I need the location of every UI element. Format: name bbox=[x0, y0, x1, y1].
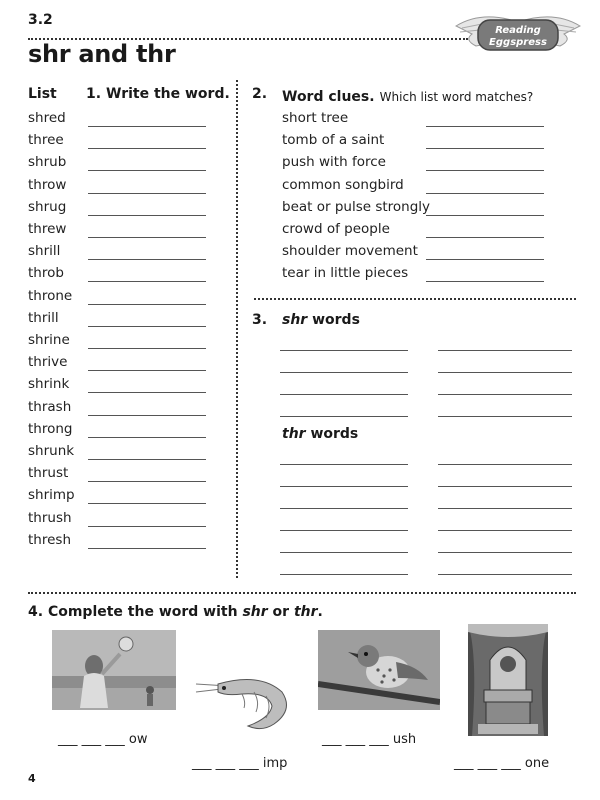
list-label: List bbox=[28, 86, 57, 102]
list-word: throw bbox=[28, 176, 67, 193]
word-ending: ush bbox=[392, 732, 417, 747]
page-title: shr and thr bbox=[28, 40, 176, 68]
write-word-line[interactable] bbox=[88, 326, 206, 327]
sort-word-line[interactable] bbox=[280, 416, 408, 417]
clue-answer-line[interactable] bbox=[426, 126, 544, 127]
sort-word-line[interactable] bbox=[438, 372, 572, 373]
write-word-line[interactable] bbox=[88, 126, 206, 127]
list-word: three bbox=[28, 132, 64, 149]
sort-word-line[interactable] bbox=[438, 530, 572, 531]
write-word-line[interactable] bbox=[88, 415, 206, 416]
logo-text-eggspress: Eggspress bbox=[489, 37, 547, 48]
list-word: throne bbox=[28, 287, 73, 304]
clue-text: tear in little pieces bbox=[282, 265, 409, 282]
shr-em: shr bbox=[282, 312, 308, 328]
sort-word-line[interactable] bbox=[438, 552, 572, 553]
write-word-line[interactable] bbox=[88, 437, 206, 438]
answer-blank-one[interactable] bbox=[454, 756, 549, 771]
write-word-line[interactable] bbox=[88, 304, 206, 305]
sort-word-line[interactable] bbox=[438, 574, 572, 575]
write-word-line[interactable] bbox=[88, 237, 206, 238]
list-word: thrive bbox=[28, 354, 68, 371]
thrush-bird-photo bbox=[318, 630, 440, 710]
list-word: thrush bbox=[28, 509, 72, 526]
write-word-line[interactable] bbox=[88, 503, 206, 504]
thr-em: thr bbox=[282, 426, 306, 442]
word-ending: one bbox=[524, 756, 550, 771]
sort-word-line[interactable] bbox=[280, 350, 408, 351]
write-word-line[interactable] bbox=[88, 215, 206, 216]
clue-text: short tree bbox=[282, 110, 349, 126]
write-word-line[interactable] bbox=[88, 370, 206, 371]
part2-number: 2. bbox=[252, 86, 268, 102]
part2-heading: Word clues. bbox=[282, 89, 375, 105]
column-divider bbox=[236, 80, 238, 578]
word-ending: imp bbox=[262, 756, 288, 771]
sort-word-line[interactable] bbox=[280, 508, 408, 509]
clue-answer-line[interactable] bbox=[426, 259, 544, 260]
list-word: shrimp bbox=[28, 487, 75, 504]
sort-word-line[interactable] bbox=[280, 530, 408, 531]
clue-text: push with force bbox=[282, 154, 386, 171]
write-word-line[interactable] bbox=[88, 259, 206, 260]
answer-blank-ow[interactable] bbox=[58, 732, 148, 747]
blanks: ___ ___ ___ bbox=[454, 756, 525, 771]
write-word-line[interactable] bbox=[88, 193, 206, 194]
page-number: 4 bbox=[28, 772, 36, 785]
part2-header bbox=[282, 86, 533, 105]
part4-end: . bbox=[317, 604, 323, 620]
clue-answer-line[interactable] bbox=[426, 148, 544, 149]
list-word: shrine bbox=[28, 332, 70, 348]
list-word: thrust bbox=[28, 465, 69, 482]
sort-word-line[interactable] bbox=[438, 394, 572, 395]
write-word-line[interactable] bbox=[88, 281, 206, 282]
write-word-line[interactable] bbox=[88, 148, 206, 149]
clue-text: shoulder movement bbox=[282, 243, 418, 260]
write-word-line[interactable] bbox=[88, 548, 206, 549]
list-word: shrink bbox=[28, 376, 70, 393]
sort-word-line[interactable] bbox=[280, 486, 408, 487]
sort-word-line[interactable] bbox=[280, 552, 408, 553]
part2-divider bbox=[254, 298, 576, 300]
clue-answer-line[interactable] bbox=[426, 193, 544, 194]
sort-word-line[interactable] bbox=[280, 464, 408, 465]
clue-answer-line[interactable] bbox=[426, 215, 544, 216]
logo-text-reading: Reading bbox=[495, 25, 541, 36]
list-word: shrunk bbox=[28, 443, 75, 459]
write-word-line[interactable] bbox=[88, 526, 206, 527]
part4-em-thr: thr bbox=[293, 604, 318, 620]
sort-word-line[interactable] bbox=[438, 486, 572, 487]
thr-words-heading bbox=[282, 426, 358, 442]
clue-answer-line[interactable] bbox=[426, 281, 544, 282]
girl-throwing-ball-photo bbox=[52, 630, 176, 710]
throne-photo bbox=[468, 624, 548, 736]
part4-heading bbox=[28, 604, 323, 620]
part1-heading: Write the word. bbox=[106, 86, 230, 102]
write-word-line[interactable] bbox=[88, 348, 206, 349]
clue-text: tomb of a saint bbox=[282, 132, 385, 149]
write-word-line[interactable] bbox=[88, 392, 206, 393]
list-word: throb bbox=[28, 265, 64, 282]
part4-number: 4. bbox=[28, 604, 44, 620]
list-word: thrash bbox=[28, 398, 72, 415]
list-word: thresh bbox=[28, 531, 71, 548]
sort-word-line[interactable] bbox=[280, 574, 408, 575]
write-word-line[interactable] bbox=[88, 459, 206, 460]
sort-word-line[interactable] bbox=[280, 394, 408, 395]
thr-rest: words bbox=[305, 426, 359, 442]
sort-word-line[interactable] bbox=[438, 464, 572, 465]
list-word: threw bbox=[28, 221, 67, 237]
header-divider bbox=[28, 38, 468, 40]
sort-word-line[interactable] bbox=[438, 416, 572, 417]
write-word-line[interactable] bbox=[88, 170, 206, 171]
clue-text: crowd of people bbox=[282, 221, 390, 237]
shr-words-heading bbox=[282, 312, 360, 328]
blanks: ___ ___ ___ bbox=[58, 732, 129, 747]
shrimp-photo bbox=[190, 662, 300, 732]
sort-word-line[interactable] bbox=[438, 508, 572, 509]
part4-divider bbox=[28, 592, 576, 594]
answer-blank-imp[interactable] bbox=[192, 756, 287, 771]
clue-answer-line[interactable] bbox=[426, 237, 544, 238]
sort-word-line[interactable] bbox=[280, 372, 408, 373]
list-word: shrub bbox=[28, 154, 67, 171]
list-word: shrug bbox=[28, 198, 67, 215]
answer-blank-ush[interactable] bbox=[322, 732, 416, 747]
clue-answer-line[interactable] bbox=[426, 170, 544, 171]
section-number: 3.2 bbox=[28, 12, 53, 28]
clue-text: common songbird bbox=[282, 176, 404, 193]
part2-subheading: Which list word matches? bbox=[379, 90, 534, 104]
blanks: ___ ___ ___ bbox=[322, 732, 393, 747]
part1-number: 1. bbox=[86, 86, 102, 102]
blanks: ___ ___ ___ bbox=[192, 756, 263, 771]
write-word-line[interactable] bbox=[88, 481, 206, 482]
shr-rest: words bbox=[307, 312, 360, 328]
part4-mid: or bbox=[267, 604, 294, 620]
reading-eggspress-logo bbox=[452, 8, 584, 60]
list-word: thrill bbox=[28, 309, 59, 326]
list-word: shrill bbox=[28, 243, 61, 260]
part4-heading-pre: Complete the word with bbox=[47, 604, 243, 620]
sort-word-line[interactable] bbox=[438, 350, 572, 351]
list-word: throng bbox=[28, 420, 73, 437]
list-word: shred bbox=[28, 110, 66, 126]
clue-text: beat or pulse strongly bbox=[282, 198, 431, 215]
word-ending: ow bbox=[128, 732, 148, 747]
part4-em-shr: shr bbox=[242, 604, 268, 620]
part3-number: 3. bbox=[252, 312, 268, 328]
